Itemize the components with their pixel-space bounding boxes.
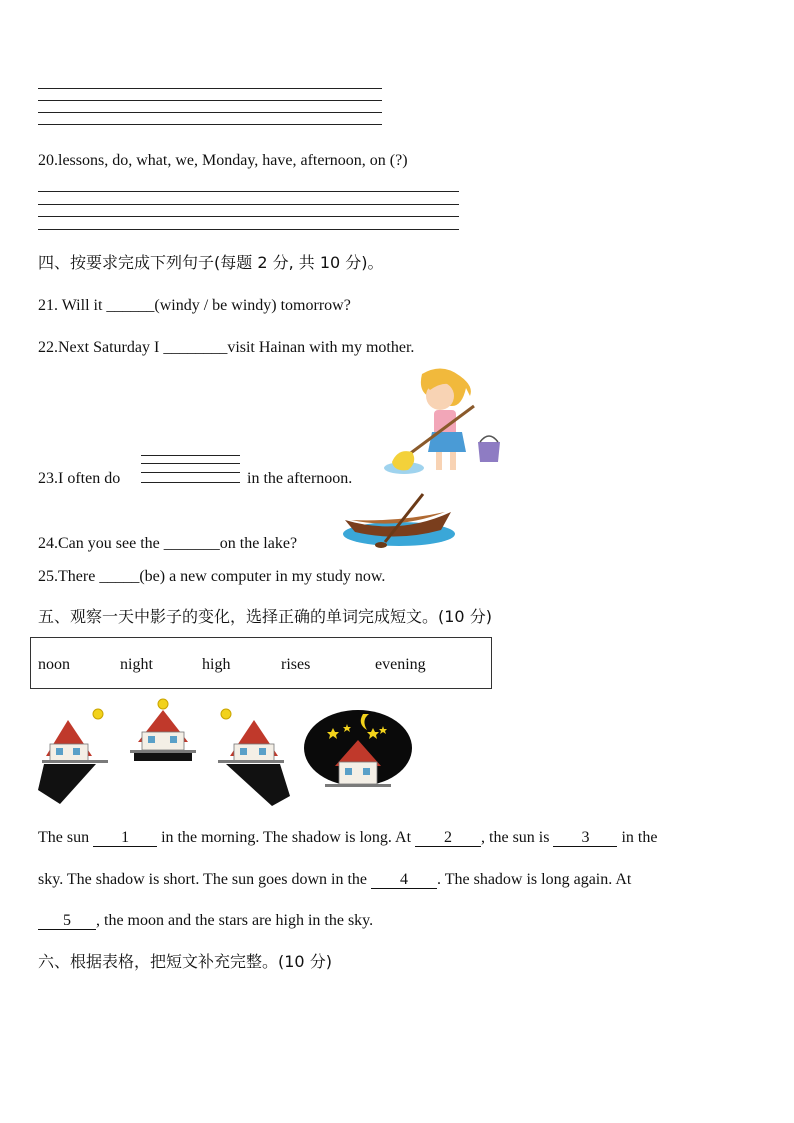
word-bank-item: night [120, 656, 153, 673]
boat-illustration [341, 490, 459, 550]
girl-mopping-illustration [382, 366, 504, 478]
question-21: 21. Will it ______(windy / be windy) tomorrow? [38, 297, 351, 314]
question-25: 25.There _____(be) a new computer in my study now. [38, 568, 386, 585]
question-22: 22.Next Saturday I ________visit Hainan with my mother. [38, 339, 415, 356]
question-24: 24.Can you see the _______on the lake? [38, 535, 298, 552]
blank-24[interactable]: _______ [163, 535, 220, 552]
word-bank-item: evening [375, 656, 426, 673]
word-bank-box [30, 637, 492, 689]
word-bank-item: noon [38, 656, 70, 673]
passage-line-3: 5 , the moon and the stars are high in the sky. [38, 911, 373, 931]
section-6-heading: 六、根据表格，把短文补充完整。(10 分) [38, 952, 332, 971]
blank-21[interactable]: ______ [106, 297, 155, 314]
section-5-heading: 五、观察一天中影子的变化，选择正确的单词完成短文。(10 分) [38, 607, 492, 626]
blank-25[interactable]: _____ [99, 568, 140, 585]
passage-line-1: The sun 1 in the morning. The shadow is long. At 2 , the sun is 3 in the [38, 829, 658, 846]
blank-5[interactable]: 5 [38, 912, 96, 930]
question-20: 20.lessons, do, what, we, Monday, have, afternoon, on (?) [38, 152, 408, 169]
blank-4[interactable]: 4 [371, 871, 437, 889]
question-23: 23.I often do [38, 470, 121, 487]
house-morning-illustration [38, 706, 113, 806]
blank-3[interactable]: 3 [553, 829, 617, 847]
blank-1[interactable]: 1 [93, 829, 157, 847]
word-bank-item: rises [281, 656, 311, 673]
house-noon-illustration [128, 696, 198, 766]
blank-2[interactable]: 2 [415, 829, 481, 847]
question-23-tail: in the afternoon. [247, 470, 353, 487]
word-bank-item: high [202, 656, 231, 673]
blank-22[interactable]: ________ [163, 339, 228, 356]
passage-line-2: sky. The shadow is short. The sun goes down in the 4 . The shadow is long again. At [38, 871, 632, 888]
section-4-heading: 四、按要求完成下列句子(每题 2 分, 共 10 分)。 [38, 253, 384, 272]
house-evening-illustration [214, 706, 292, 808]
house-night-illustration [303, 708, 413, 792]
